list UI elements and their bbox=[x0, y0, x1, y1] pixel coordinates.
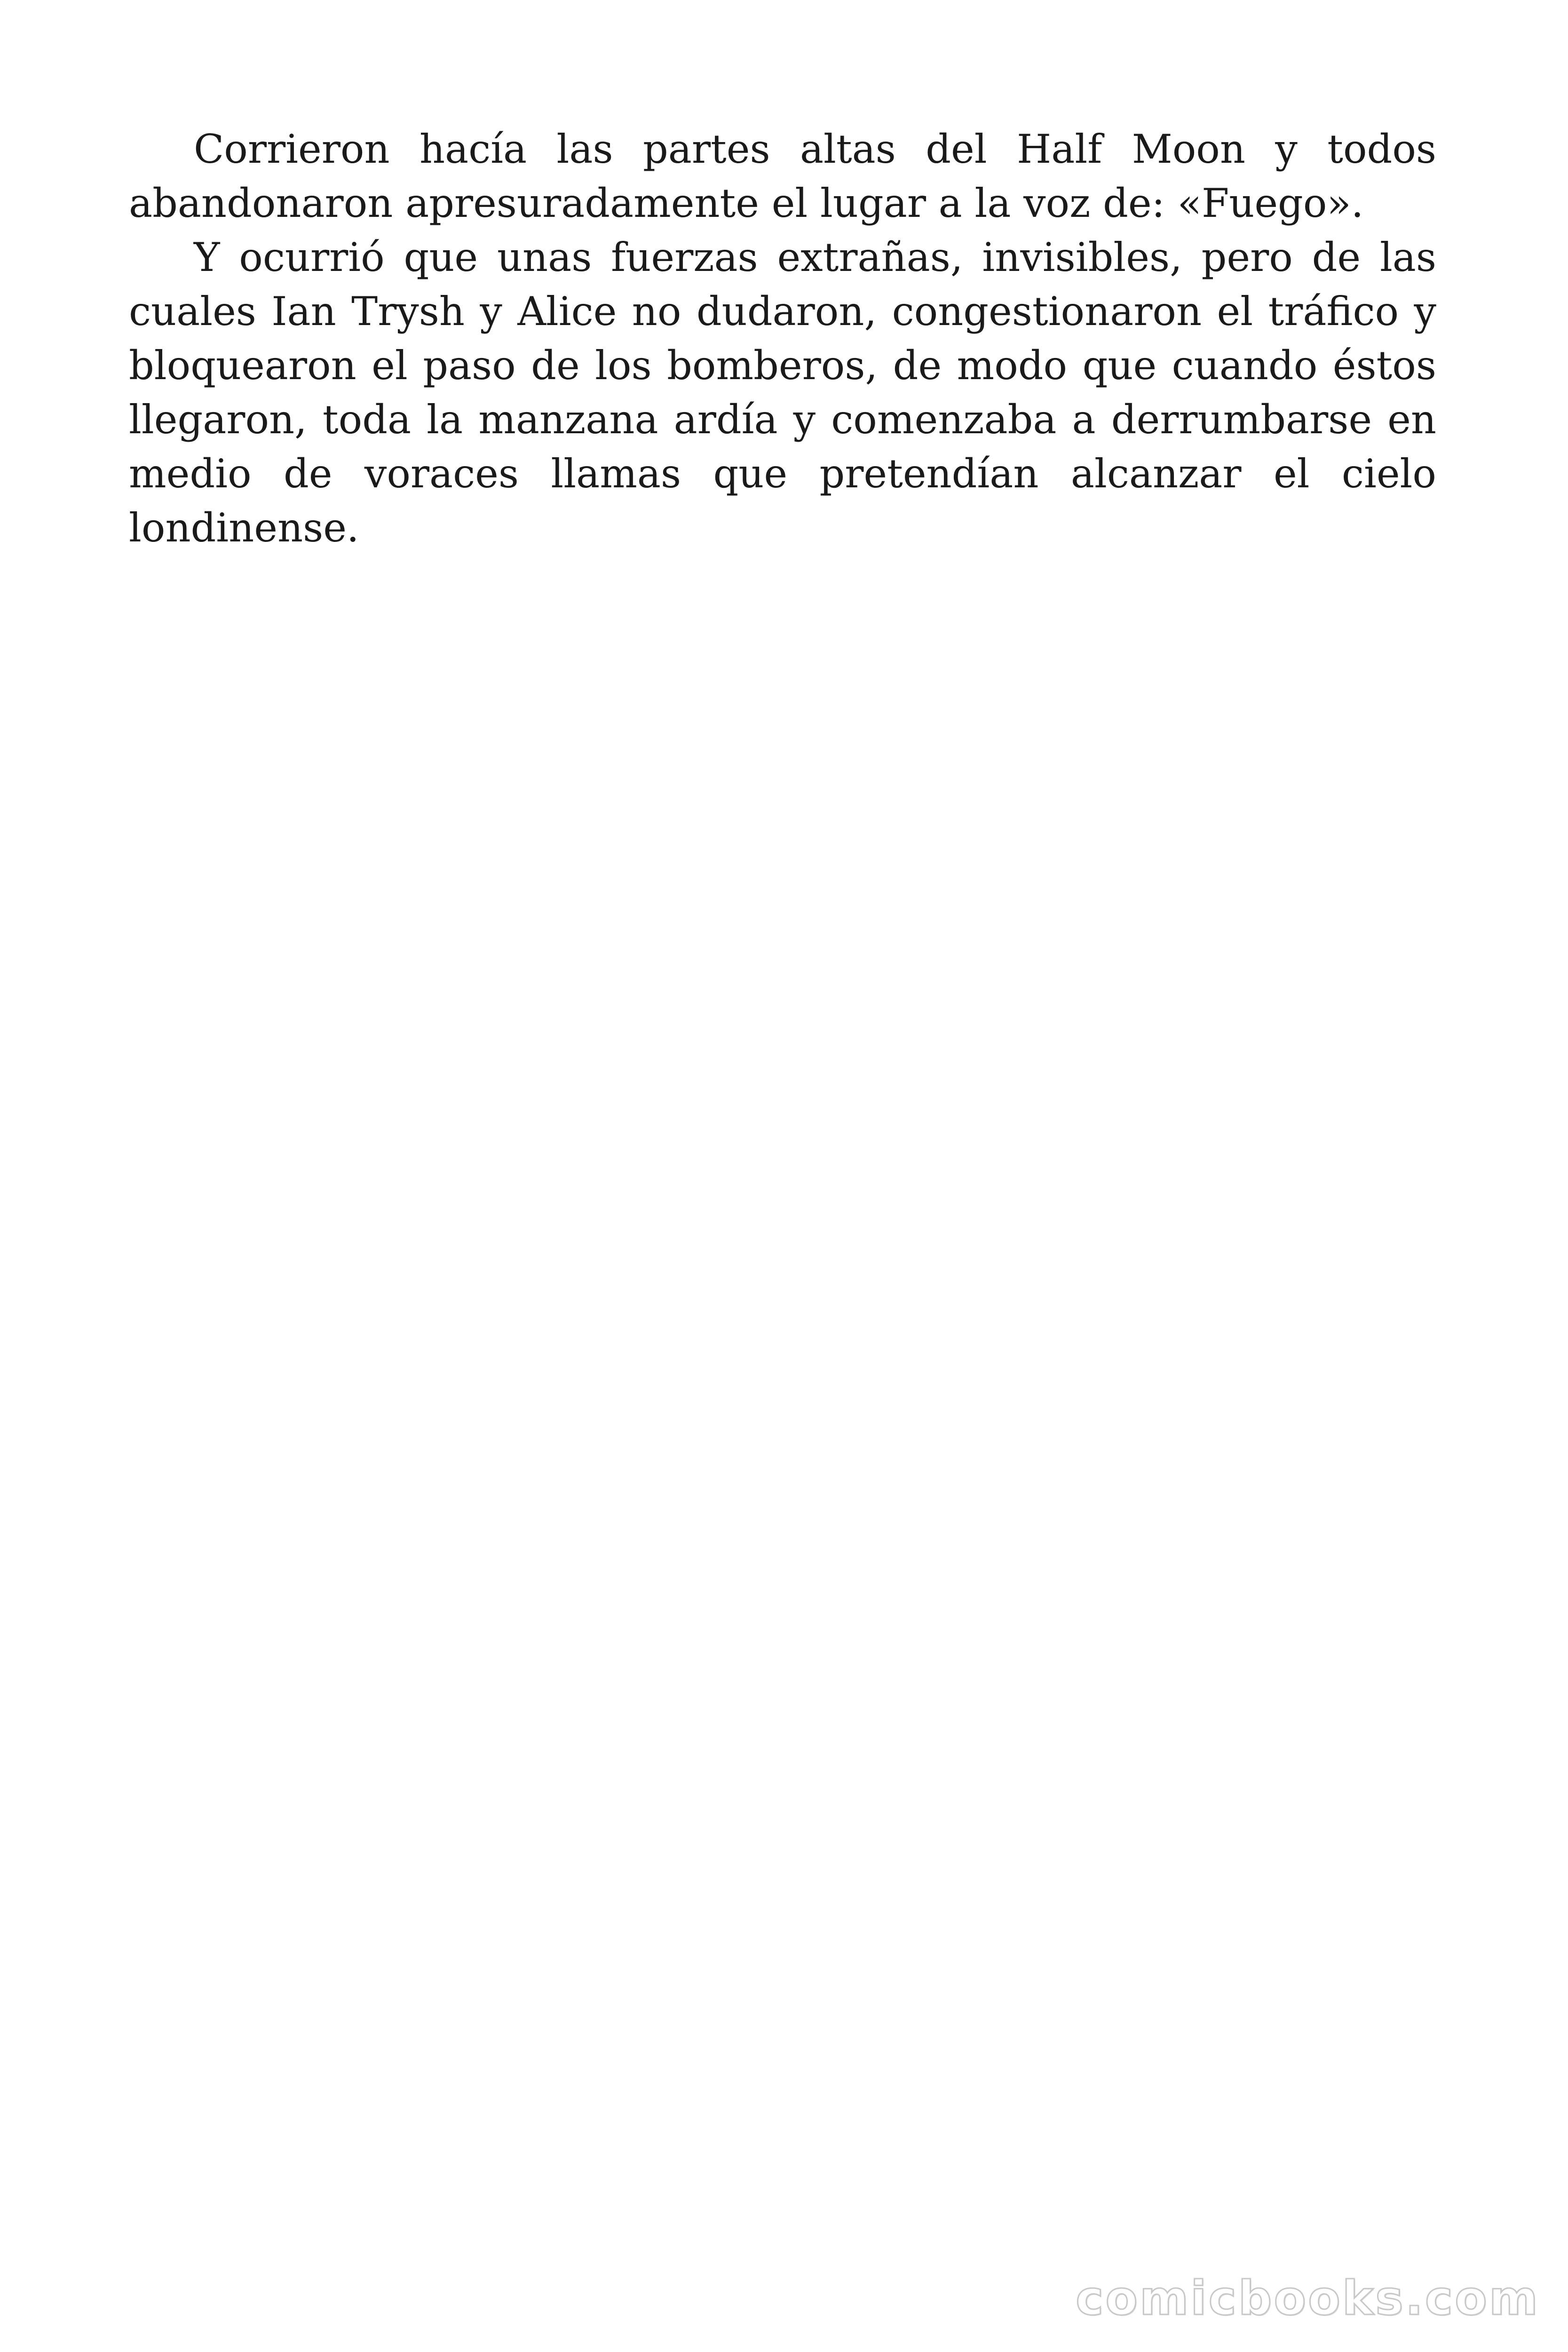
paragraph-2: Y ocurrió que unas fuerzas extrañas, invisibles, pero de las cuales Ian Trysh y Alice no dudaron, congestionaron el tráfico y bloquearon el paso de los bomberos, de modo que cuando éstos llegaron, toda la manzana ardía y comenzaba a derrumbarse en medio de voraces llamas que pretendían alcanzar el cielo londinense. bbox=[129, 234, 1436, 551]
paragraph-1: Corrieron hacía las partes altas del Half Moon y todos abandonaron apresuradamente el lugar a la voz de: «Fuego». bbox=[129, 126, 1436, 226]
body-text bbox=[129, 122, 1436, 555]
watermark-logo: comicbooks.com bbox=[1076, 2271, 1540, 2326]
